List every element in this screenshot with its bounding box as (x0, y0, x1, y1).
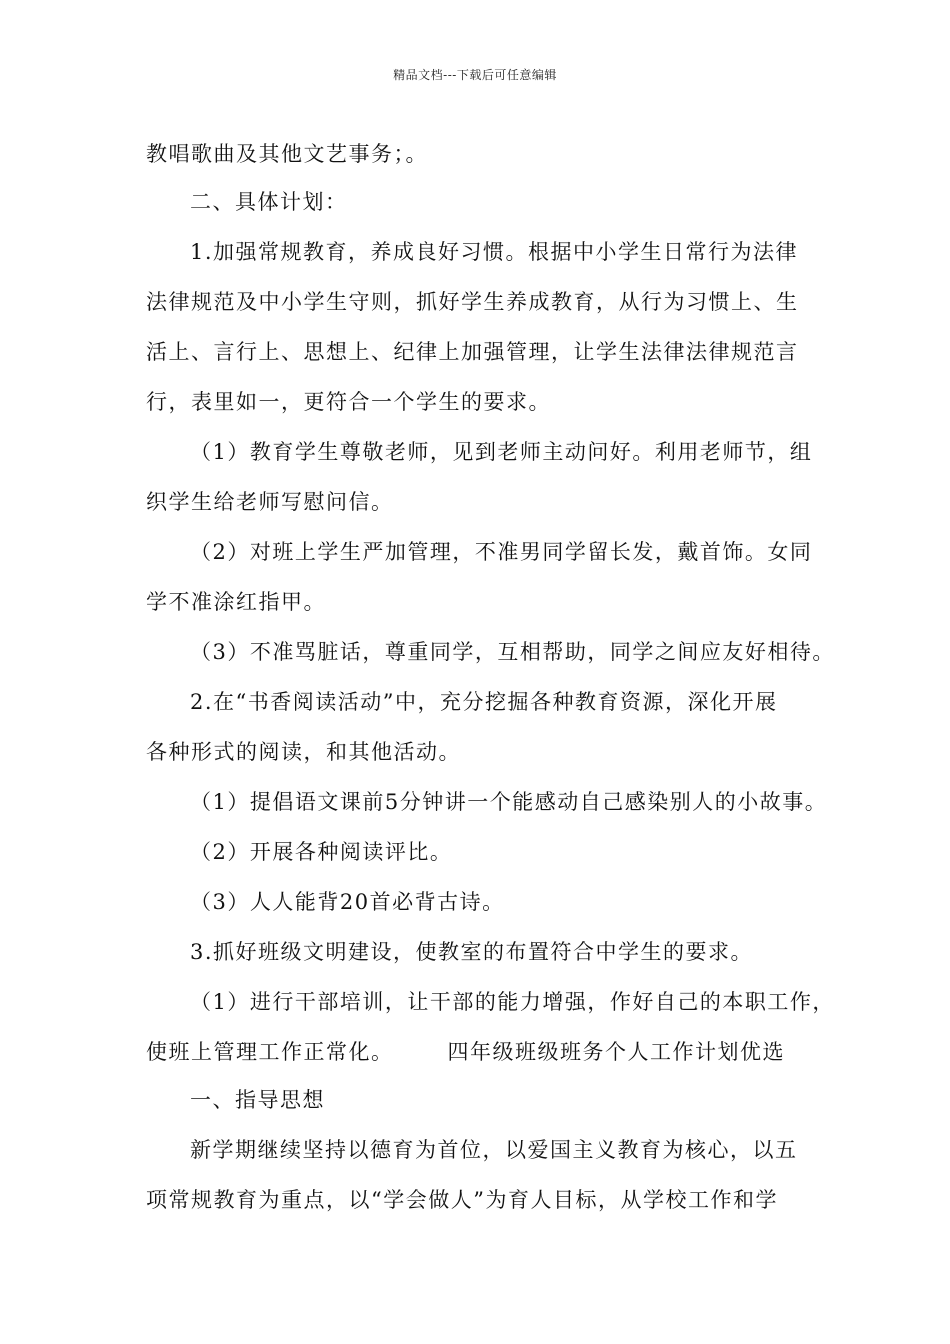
body-line: 教唱歌曲及其他文艺事务；。 (146, 142, 428, 166)
body-line: 学不准涂红指甲。 (146, 590, 326, 614)
body-line: 各种形式的阅读，和其他活动。 (146, 740, 461, 764)
body-line: 法律规范及中小学生守则，抓好学生养成教育，从行为习惯上、生 (146, 290, 799, 314)
body-line-text: 使班上管理工作正常化。 (146, 1040, 394, 1064)
body-line: 织学生给老师写慰问信。 (146, 490, 394, 514)
body-line: 新学期继续坚持以德育为首位，以爱国主义教育为核心，以五 (190, 1138, 798, 1162)
body-line: （1）进行干部培训，让干部的能力增强，作好自己的本职工作， (190, 990, 835, 1014)
body-line: 1.加强常规教育，养成良好习惯。根据中小学生日常行为法律 (190, 240, 799, 264)
section-heading: 一、指导思想 (190, 1088, 325, 1112)
body-line: （1）提倡语文课前5分钟讲一个能感动自己感染别人的小故事。 (190, 790, 828, 814)
body-line: （1）教育学生尊敬老师，见到老师主动问好。利用老师节，组 (190, 440, 813, 464)
body-line: 项常规教育为重点，以“学会做人”为育人目标，从学校工作和学 (146, 1188, 778, 1212)
body-line-with-title (146, 1039, 785, 1065)
page-header: 精品文档---下载后可任意编辑 (393, 68, 557, 82)
document-title: 四年级班级班务个人工作计划优选 (447, 1040, 785, 1064)
body-line: （2）对班上学生严加管理，不准男同学留长发，戴首饰。女同 (190, 540, 813, 564)
body-line: （2）开展各种阅读评比。 (190, 840, 453, 864)
body-line: （3）不准骂脏话，尊重同学，互相帮助，同学之间应友好相待。 (190, 640, 835, 664)
body-line: （3）人人能背20首必背古诗。 (190, 890, 505, 914)
body-line: 3.抓好班级文明建设，使教室的布置符合中学生的要求。 (190, 940, 754, 964)
section-heading: 二、具体计划： (190, 190, 348, 214)
body-line: 活上、言行上、思想上、纪律上加强管理，让学生法律法律规范言 (146, 340, 799, 364)
body-line: 行，表里如一，更符合一个学生的要求。 (146, 390, 551, 414)
body-line: 2.在“书香阅读活动”中，充分挖掘各种教育资源，深化开展 (190, 690, 778, 714)
